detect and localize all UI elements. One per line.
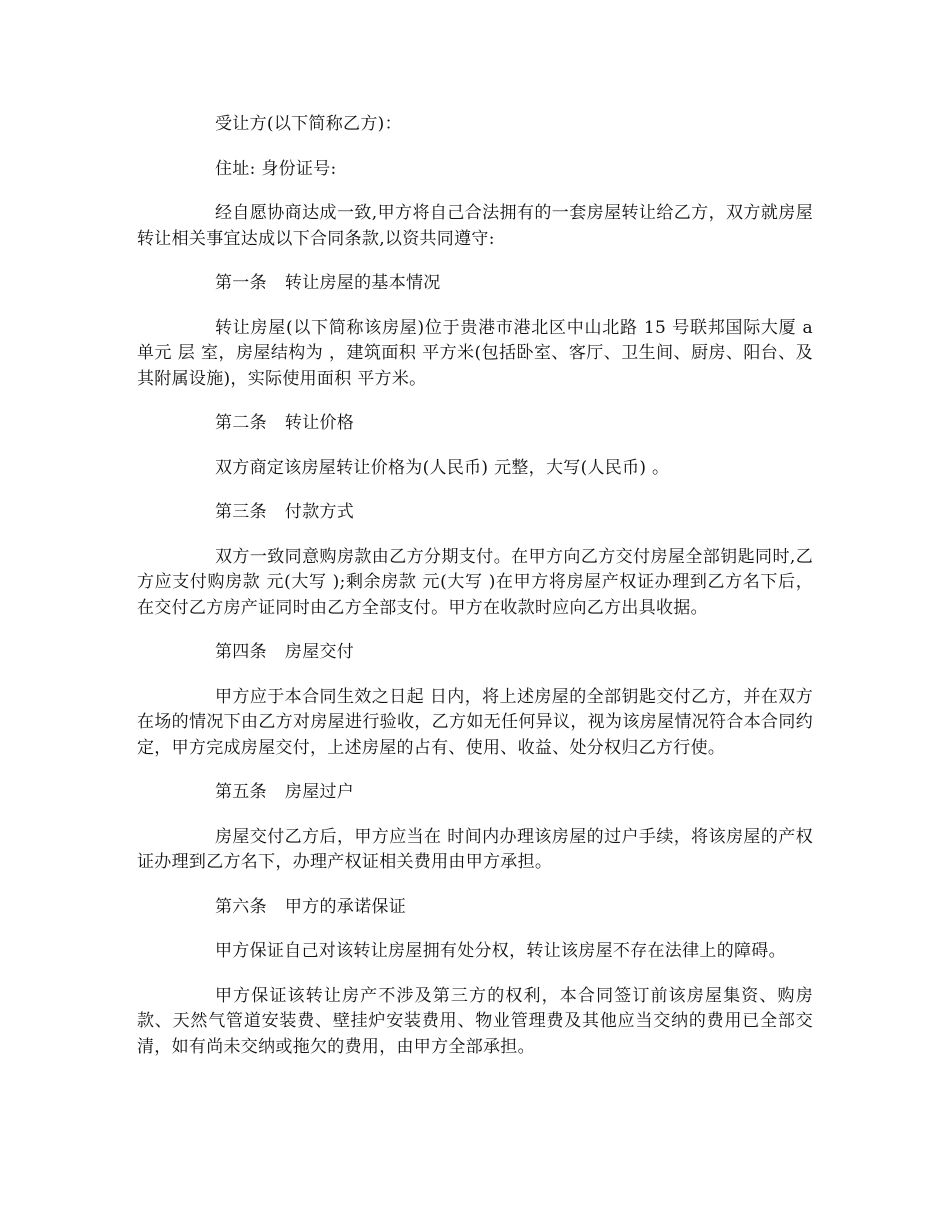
article-1-paragraph: 转让房屋(以下简称该房屋)位于贵港市港北区中山北路 15 号联邦国际大厦 a 单元 层 室，房屋结构为 ，建筑面积 平方米(包括卧室、客厅、卫生间、厨房、阳台、及其附属设施)，实际使用面积 平方米。 bbox=[137, 317, 813, 389]
address-id-line: 住址: 身份证号: bbox=[215, 158, 337, 179]
article-2-heading bbox=[137, 411, 813, 437]
article-number: 第六条 bbox=[215, 896, 267, 917]
article-6-paragraph-2: 甲方保证该转让房产不涉及第三方的权利，本合同签订前该房屋集资、购房款、天然气管道安装费、壁挂炉安装费用、物业管理费及其他应当交纳的费用已全部交清，如有尚未交纳或拖欠的费用，由甲方全部承担。 bbox=[137, 985, 813, 1057]
article-title: 房屋过户 bbox=[284, 782, 355, 802]
article-6-heading bbox=[137, 895, 813, 921]
article-6-paragraph-1: 甲方保证自己对该转让房屋拥有处分权，转让该房屋不存在法律上的障碍。 bbox=[215, 941, 786, 961]
article-4-paragraph: 甲方应于本合同生效之日起 日内，将上述房屋的全部钥匙交付乙方，并在双方在场的情况下由乙方对房屋进行验收，乙方如无任何异议，视为该房屋情况符合本合同约定，甲方完成房屋交付，上述房屋的占有、使用、收益、处分权归乙方行使。 bbox=[137, 686, 813, 758]
article-1-heading bbox=[137, 271, 813, 297]
article-4-heading bbox=[137, 640, 813, 666]
article-number: 第一条 bbox=[215, 273, 267, 293]
article-2-paragraph: 双方商定该房屋转让价格为(人民币) 元整，大写(人民币) 。 bbox=[215, 457, 670, 478]
document-body bbox=[137, 112, 813, 1079]
article-3-paragraph: 双方一致同意购房款由乙方分期支付。在甲方向乙方交付房屋全部钥匙同时,乙方应支付购房款 元(大写 );剩余房款 元(大写 )在甲方将房屋产权证办理到乙方名下后，在交付乙方房产证同时由乙方全部支付。甲方在收款时应向乙方出具收据。 bbox=[137, 546, 813, 618]
article-number: 第四条 bbox=[215, 642, 267, 662]
preamble-paragraph: 经自愿协商达成一致,甲方将自己合法拥有的一套房屋转让给乙方，双方就房屋转让相关事宜达成以下合同条款,以资共同遵守: bbox=[137, 203, 813, 249]
article-5-paragraph: 房屋交付乙方后，甲方应当在 时间内办理该房屋的过户手续，将该房屋的产权证办理到乙方名下，办理产权证相关费用由甲方承担。 bbox=[137, 826, 813, 872]
article-number: 第二条 bbox=[215, 413, 267, 433]
article-title: 甲方的承诺保证 bbox=[284, 896, 407, 917]
article-number: 第五条 bbox=[215, 782, 267, 802]
article-5-heading bbox=[137, 780, 813, 806]
article-3-heading bbox=[137, 500, 813, 526]
article-title: 付款方式 bbox=[284, 502, 355, 522]
article-title: 转让房屋的基本情况 bbox=[284, 273, 441, 293]
article-number: 第三条 bbox=[215, 502, 267, 522]
article-title: 房屋交付 bbox=[284, 642, 355, 662]
article-title: 转让价格 bbox=[284, 413, 355, 433]
transferee-line: 受让方(以下简称乙方)： bbox=[215, 114, 402, 134]
